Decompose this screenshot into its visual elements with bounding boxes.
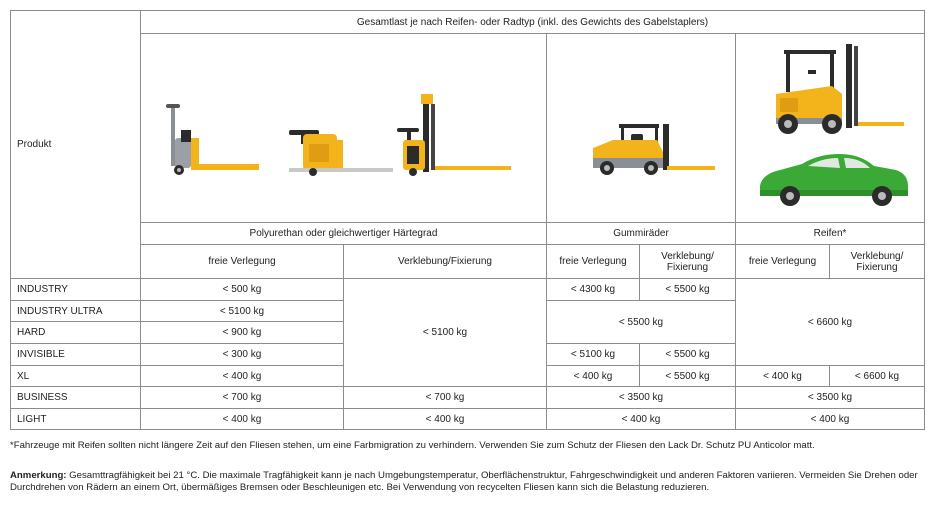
- tire-vehicles-image: [736, 34, 925, 223]
- electric-pallet-truck-icon: [289, 130, 393, 176]
- rubber-all-value: < 3500 kg: [547, 387, 736, 409]
- sub-pu-glued: Verklebung/Fixierung: [344, 245, 547, 279]
- sub-rubber-free: freie Verlegung: [547, 245, 640, 279]
- footnote-asterisk: *Fahrzeuge mit Reifen sollten nicht längere Zeit auf den Fliesen stehen, um eine Farbmigration zu verhindern. Verwenden Sie zum Schutz der Fliesen den Lack Dr. Schutz PU Anticolor matt.: [10, 440, 815, 451]
- rubber-all-value: < 400 kg: [547, 409, 736, 430]
- tires-all-value: < 3500 kg: [736, 387, 925, 409]
- product-name: INDUSTRY: [11, 279, 141, 301]
- pu-free-value: < 700 kg: [141, 387, 344, 409]
- pu-free-value: < 900 kg: [141, 322, 344, 344]
- sub-tires-glued: Verklebung/ Fixierung: [830, 245, 925, 279]
- forklift-icon: [776, 44, 904, 134]
- sub-pu-free: freie Verlegung: [141, 245, 344, 279]
- pu-free-value: < 500 kg: [141, 279, 344, 301]
- product-name: INDUSTRY ULTRA: [11, 301, 141, 322]
- product-name: HARD: [11, 322, 141, 344]
- group-rubber: Gummiräder: [547, 223, 736, 245]
- rubber-glued-value: < 5500 kg: [640, 366, 736, 387]
- rubber-free-value: < 5100 kg: [547, 344, 640, 366]
- pu-glued-value: < 700 kg: [344, 387, 547, 409]
- pu-free-value: < 5100 kg: [141, 301, 344, 322]
- pu-glued-merged-value: < 5100 kg: [344, 279, 547, 387]
- tires-merged-value: < 6600 kg: [736, 279, 925, 366]
- pu-free-value: < 400 kg: [141, 409, 344, 430]
- tires-all-value: < 400 kg: [736, 409, 925, 430]
- rubber-glued-value: < 5500 kg: [640, 344, 736, 366]
- load-capacity-table: [10, 10, 925, 430]
- pallet-jack-icon: [166, 104, 259, 175]
- rubber-merged-value: < 5500 kg: [547, 301, 736, 344]
- car-icon: [760, 154, 908, 206]
- product-name: INVISIBLE: [11, 344, 141, 366]
- product-name: XL: [11, 366, 141, 387]
- note-label: Anmerkung:: [10, 470, 67, 481]
- group-pu: Polyurethan oder gleichwertiger Härtegrad: [141, 223, 547, 245]
- sub-rubber-glued: Verklebung/ Fixierung: [640, 245, 736, 279]
- pu-free-value: < 300 kg: [141, 344, 344, 366]
- rubber-vehicles-image: [547, 34, 736, 223]
- table-row: [11, 409, 925, 430]
- footnote-note: [10, 470, 928, 494]
- tow-tractor-icon: [593, 124, 715, 175]
- rubber-free-value: < 400 kg: [547, 366, 640, 387]
- note-text: Gesamttragfähigkeit bei 21 °C. Die maximale Tragfähigkeit kann je nach Umgebungstemperatur, Oberflächenstruktur, Fahrgeschwindigkeit und anderen Faktoren variieren. Vermeiden Sie Drehen oder Durchdrehen von Rädern an einem Ort, übermäßiges Bremsen oder Beschleunigen etc. Bei Verwendung von recycelten Fliesen kann sich die Belastung reduzieren.: [10, 470, 918, 493]
- group-tires: Reifen*: [736, 223, 925, 245]
- pu-glued-value: < 400 kg: [344, 409, 547, 430]
- pu-vehicles-image: [141, 34, 547, 223]
- product-name: LIGHT: [11, 409, 141, 430]
- table-row: [11, 279, 925, 301]
- rubber-free-value: < 4300 kg: [547, 279, 640, 301]
- product-name: BUSINESS: [11, 387, 141, 409]
- stacker-icon: [397, 94, 511, 176]
- product-header: Produkt: [11, 11, 141, 279]
- tires-glued-value: < 6600 kg: [830, 366, 925, 387]
- sub-tires-free: freie Verlegung: [736, 245, 830, 279]
- rubber-glued-value: < 5500 kg: [640, 279, 736, 301]
- main-header: Gesamtlast je nach Reifen- oder Radtyp (inkl. des Gewichts des Gabelstaplers): [141, 11, 925, 34]
- table-row: [11, 387, 925, 409]
- pu-free-value: < 400 kg: [141, 366, 344, 387]
- tires-free-value: < 400 kg: [736, 366, 830, 387]
